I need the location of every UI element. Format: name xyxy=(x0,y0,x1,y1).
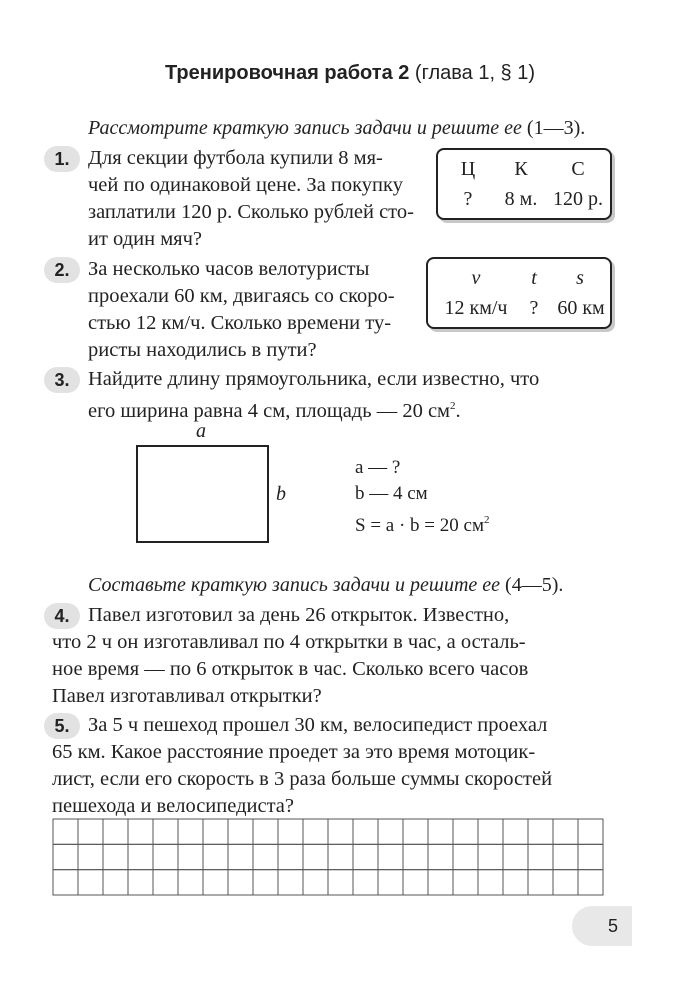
table-2-header: s xyxy=(576,267,584,289)
grid-cell xyxy=(128,844,153,869)
grid-cell xyxy=(53,819,78,844)
grid-cell xyxy=(453,819,478,844)
grid-cell xyxy=(178,819,203,844)
grid-cell xyxy=(103,870,128,895)
short-record-table-1 xyxy=(436,148,612,220)
grid-cell xyxy=(78,844,103,869)
grid-cell xyxy=(103,819,128,844)
table-1-header: К xyxy=(514,158,528,180)
grid-cell xyxy=(303,870,328,895)
grid-cell xyxy=(203,844,228,869)
grid-cell xyxy=(78,870,103,895)
grid-cell xyxy=(253,819,278,844)
grid-cell xyxy=(303,819,328,844)
table-1-value: 8 м. xyxy=(504,188,538,210)
grid-cell xyxy=(378,819,403,844)
grid-cell xyxy=(153,844,178,869)
grid-cell xyxy=(103,844,128,869)
instruction-2: Составьте краткую запись задачи и решите ее (4—5). xyxy=(88,574,564,596)
task-5-line: пешехода и велосипедиста? xyxy=(52,795,294,817)
task-4-line: Павел изготавливал открытки? xyxy=(52,685,322,707)
grid-cell xyxy=(328,870,353,895)
grid-cell xyxy=(303,844,328,869)
answer-grid[interactable] xyxy=(52,818,604,896)
grid-cell xyxy=(403,819,428,844)
grid-cell xyxy=(228,870,253,895)
rect-label-a: a xyxy=(196,420,206,442)
grid-cell xyxy=(78,819,103,844)
grid-cell xyxy=(178,870,203,895)
grid-cell xyxy=(203,819,228,844)
grid-cell xyxy=(453,870,478,895)
grid-cell xyxy=(528,870,553,895)
grid-cell xyxy=(453,844,478,869)
grid-cell xyxy=(528,844,553,869)
task-5-line: За 5 ч пешеход прошел 30 км, велосипедист проехал xyxy=(88,714,548,736)
table-2-value: 60 км xyxy=(557,297,605,319)
grid-cell xyxy=(428,844,453,869)
table-1-header: Ц xyxy=(460,158,476,180)
grid-cell xyxy=(53,844,78,869)
task-4-line: что 2 ч он изготавливал по 4 открытки в час, а осталь- xyxy=(52,631,526,653)
task-3-line: его ширина равна 4 см, площадь — 20 $см^2$. xyxy=(88,400,461,422)
given-line: b — 4 см xyxy=(355,483,428,504)
grid-cell xyxy=(503,819,528,844)
grid-cell xyxy=(253,870,278,895)
task-5-number: 5. xyxy=(44,713,80,739)
grid-cell xyxy=(553,870,578,895)
table-1-header: С xyxy=(571,158,585,180)
task-4-line: ное время — по 6 открыток в час. Сколько всего часов xyxy=(52,658,529,680)
grid-cell xyxy=(278,844,303,869)
table-2-value: 12 км/ч xyxy=(444,297,508,319)
grid-cell xyxy=(203,870,228,895)
table-2-value: ? xyxy=(529,297,539,319)
grid-cell xyxy=(478,844,503,869)
table-2-header: t xyxy=(531,267,537,289)
rectangle-figure xyxy=(136,445,269,543)
task-1-line: ит один мяч? xyxy=(88,228,203,250)
grid-cell xyxy=(228,819,253,844)
grid-cell xyxy=(553,819,578,844)
grid-cell xyxy=(478,819,503,844)
task-4-line: Павел изготовил за день 26 открыток. Известно, xyxy=(88,604,510,626)
task-2-line: проехали 60 км, двигаясь со скоро- xyxy=(88,285,395,307)
grid-cell xyxy=(403,870,428,895)
table-1-value: ? xyxy=(463,188,473,210)
task-4-number: 4. xyxy=(44,603,80,629)
instruction-1: Рассмотрите краткую запись задачи и решите ее (1—3). xyxy=(88,117,586,139)
grid-cell xyxy=(578,844,603,869)
page-number: 5 xyxy=(572,906,632,946)
task-2-number: 2. xyxy=(44,257,80,283)
table-1-value: 120 р. xyxy=(553,188,603,210)
grid-cell xyxy=(128,819,153,844)
task-2-line: стью 12 км/ч. Сколько времени ту- xyxy=(88,312,392,334)
grid-cell xyxy=(228,844,253,869)
table-2-header: v xyxy=(471,267,481,289)
grid-cell xyxy=(128,870,153,895)
task-1-number: 1. xyxy=(44,146,80,172)
task-3-line: Найдите длину прямоугольника, если известно, что xyxy=(88,368,540,390)
task-1-line: чей по одинаковой цене. За покупку xyxy=(88,174,403,196)
grid-cell xyxy=(278,870,303,895)
given-line: a — ? xyxy=(355,457,401,478)
task-3-number: 3. xyxy=(44,367,80,393)
grid-cell xyxy=(278,819,303,844)
grid-cell xyxy=(428,870,453,895)
grid-cell xyxy=(553,844,578,869)
grid-cell xyxy=(328,844,353,869)
grid-cell xyxy=(353,870,378,895)
grid-cell xyxy=(578,819,603,844)
grid-cell xyxy=(478,870,503,895)
task-5-line: 65 км. Какое расстояние проедет за это время мотоцик- xyxy=(52,741,536,763)
grid-cell xyxy=(503,870,528,895)
grid-cell xyxy=(53,870,78,895)
grid-cell xyxy=(578,870,603,895)
grid-cell xyxy=(353,819,378,844)
grid-cell xyxy=(353,844,378,869)
task-1-line: Для секции футбола купили 8 мя- xyxy=(88,147,383,169)
grid-cell xyxy=(528,819,553,844)
grid-cell xyxy=(328,819,353,844)
short-record-table-2 xyxy=(426,257,612,329)
grid-cell xyxy=(253,844,278,869)
grid-cell xyxy=(428,819,453,844)
page-title: Тренировочная работа 2 (глава 1, § 1) xyxy=(164,62,536,84)
rect-label-b: b xyxy=(276,483,286,505)
grid-cell xyxy=(378,844,403,869)
grid-cell xyxy=(178,844,203,869)
given-line: S = a · b = 20 $см^2$ xyxy=(355,514,490,536)
task-5-line: лист, если его скорость в 3 раза больше суммы скоростей xyxy=(52,768,553,790)
task-2-line: ристы находились в пути? xyxy=(88,339,317,361)
grid-cell xyxy=(503,844,528,869)
grid-cell xyxy=(153,870,178,895)
grid-cell xyxy=(153,819,178,844)
grid-cell xyxy=(403,844,428,869)
grid-cell xyxy=(378,870,403,895)
task-2-line: За несколько часов велотуристы xyxy=(88,258,370,280)
task-1-line: заплатили 120 р. Сколько рублей сто- xyxy=(88,201,414,223)
